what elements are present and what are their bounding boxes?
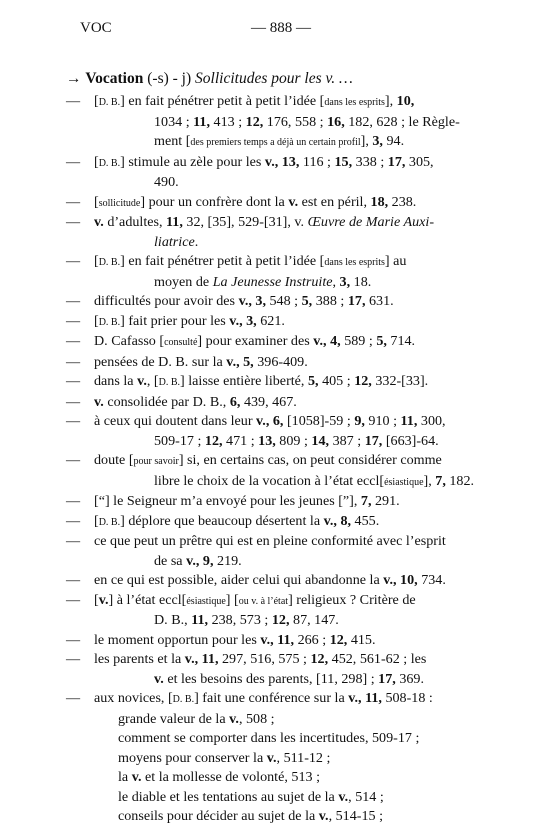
page-number: — 888 — [251, 20, 311, 36]
running-head-keyword: VOC [80, 20, 112, 36]
index-entry [66, 372, 478, 393]
index-entry [66, 92, 478, 153]
index-entry [66, 393, 478, 413]
entry-continuation-line: 490. [154, 174, 179, 190]
entry-line: en ce qui est possible, aider celui qui abandonne la v., 10, 734. [94, 572, 446, 588]
entry-line: pensées de D. B. sur la v., 5, 396-409. [94, 353, 308, 370]
entry-dash: — [66, 452, 81, 468]
entry-line: [v.] à l’état eccl[ésiastique] [ou v. à l’état] religieux ? Critère de [94, 591, 416, 608]
entry-subitem: conseils pour décider au sujet de la v., 514-15 ; [118, 808, 383, 824]
index-entries [66, 92, 478, 827]
entry-dash: — [66, 413, 81, 429]
entry-continuation-line: liatrice. [154, 233, 199, 250]
entry-dash: — [66, 493, 81, 509]
entry-dash: — [66, 373, 81, 389]
entry-dash: — [66, 651, 81, 667]
entry-continuation-line: 1034 ; 11, 413 ; 12, 176, 558 ; 16, 182, 628 ; le Règle- [154, 113, 460, 130]
entry-continuation-line: de sa v., 9, 219. [154, 552, 242, 569]
index-entry [66, 312, 478, 333]
entry-dash: — [66, 533, 81, 549]
heading-subtitle: Sollicitudes pour les v. … [195, 70, 353, 87]
entry-line: dans la v., [D. B.] laisse entière liberté, 5, 405 ; 12, 332-[33]. [94, 373, 429, 389]
entry-dash: — [66, 512, 81, 529]
entry-line: à ceux qui doutent dans leur v., 6, [1058]-59 ; 9, 910 ; 11, 300, [94, 413, 446, 429]
entry-subitem: le diable et les tentations au sujet de la v., 514 ; [118, 788, 384, 805]
entry-dash: — [66, 293, 81, 309]
index-entry [66, 571, 478, 591]
entry-continuation-line: v. et les besoins des parents, [11, 298] ; 17, 369. [154, 670, 424, 687]
index-entry [66, 591, 478, 631]
index-entry [66, 492, 478, 512]
index-entry [66, 252, 478, 292]
index-heading [66, 70, 496, 88]
index-entry [66, 193, 478, 214]
index-entry [66, 512, 478, 533]
entry-dash: — [66, 393, 81, 410]
entry-line: aux novices, [D. B.] fait une conférence sur la v., 11, 508-18 : [94, 690, 433, 706]
entry-line: difficultés pour avoir des v., 3, 548 ; 5, 388 ; 17, 631. [94, 293, 394, 309]
entry-line: le moment opportun pour les v., 11, 266 ; 12, 415. [94, 631, 376, 648]
index-entry [66, 292, 478, 312]
entry-continuation-line: ment [des premiers temps a déjà un certain profil], 3, 94. [154, 133, 405, 149]
index-entry [66, 213, 478, 252]
entry-line: [D. B.] déplore que beaucoup désertent la v., 8, 455. [94, 512, 380, 529]
entry-line: [D. B.] en fait pénétrer petit à petit l’idée [dans les esprits], 10, [94, 93, 415, 109]
entry-dash: — [66, 353, 81, 370]
index-entry [66, 332, 478, 353]
entry-line: doute [pour savoir] si, en certains cas, on peut considérer comme [94, 452, 442, 468]
entry-line: v. consolidée par D. B., 6, 439, 467. [94, 393, 297, 410]
entry-line: [“] le Seigneur m’a envoyé pour les jeunes [”], 7, 291. [94, 493, 400, 509]
entry-continuation-line: D. B., 11, 238, 573 ; 12, 87, 147. [154, 612, 339, 628]
entry-line: [sollicitude] pour un confrère dont la v. est en péril, 18, 238. [94, 193, 417, 210]
entry-continuation-line: libre le choix de la vocation à l’état eccl[ésiastique], 7, 182. [154, 472, 475, 489]
entry-subitem: moyens pour conserver la v., 511-12 ; [118, 749, 331, 766]
entry-subitem: grande valeur de la v., 508 ; [118, 710, 275, 727]
entry-subitem: comment se comporter dans les incertitudes, 509-17 ; [118, 730, 420, 746]
running-head [80, 20, 482, 40]
entry-line: [D. B.] stimule au zèle pour les v., 13, 116 ; 15, 338 ; 17, 305, [94, 153, 434, 170]
index-entry [66, 650, 478, 689]
entry-continuation-line: moyen de La Jeunesse Instruite, 3, 18. [154, 273, 372, 290]
heading-word: Vocation [85, 70, 144, 87]
entry-line: ce que peut un prêtre qui est en pleine conformité avec l’esprit [94, 533, 446, 549]
heading-suffix: (-s) - j) [147, 70, 192, 87]
entry-subitem: la v. et la mollesse de volonté, 513 ; [118, 769, 320, 785]
index-entry [66, 451, 478, 492]
entry-line: [D. B.] en fait pénétrer petit à petit l’idée [dans les esprits] au [94, 253, 407, 269]
entry-dash: — [66, 333, 81, 349]
index-entry [66, 153, 478, 193]
arrow-right-icon: → [66, 70, 82, 87]
entry-line: [D. B.] fait prier pour les v., 3, 621. [94, 312, 285, 329]
entry-dash: — [66, 193, 81, 210]
entry-dash: — [66, 631, 81, 648]
index-entry [66, 532, 478, 571]
entry-dash: — [66, 591, 81, 608]
entry-dash: — [66, 93, 81, 109]
index-entry [66, 412, 478, 451]
entry-line: D. Cafasso [consulté] pour examiner des v., 4, 589 ; 5, 714. [94, 333, 416, 349]
entry-continuation-line: 509-17 ; 12, 471 ; 13, 809 ; 14, 387 ; 17, [663]-64. [154, 432, 439, 449]
index-entry [66, 689, 478, 710]
entry-dash: — [66, 572, 81, 588]
index-entry [66, 353, 478, 373]
entry-dash: — [66, 153, 81, 170]
entry-dash: — [66, 690, 81, 706]
index-entry [66, 631, 478, 651]
entry-line: v. d’adultes, 11, 32, [35], 529-[31], v. Œuvre de Marie Auxi- [94, 214, 435, 230]
entry-dash: — [66, 214, 81, 230]
entry-dash: — [66, 312, 81, 329]
entry-line: les parents et la v., 11, 297, 516, 575 ; 12, 452, 561-62 ; les [94, 651, 427, 667]
entry-dash: — [66, 253, 81, 269]
